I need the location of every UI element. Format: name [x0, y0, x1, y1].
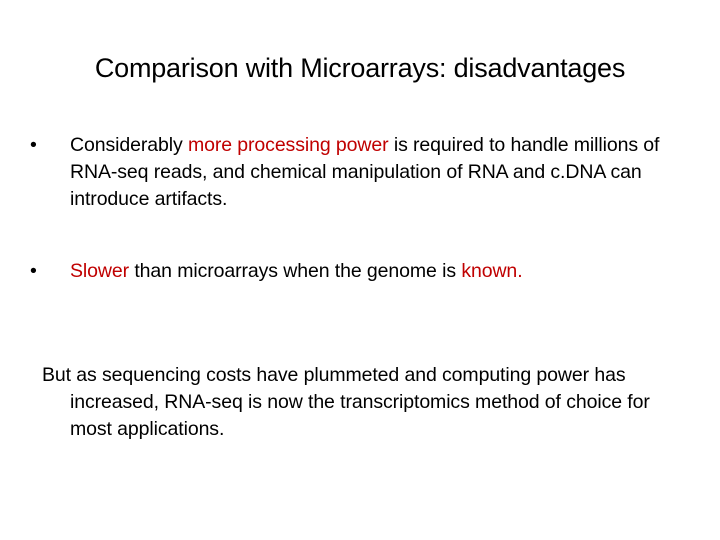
bullet-item-slower [24, 258, 684, 285]
bullet1-highlight: more processing power [187, 134, 389, 156]
bullet-marker: • [30, 134, 37, 156]
closing-paragraph: But as sequencing costs have plummeted and computing power has increased, RNA-seq is now the transcriptomics method of choice for most applications. [42, 364, 650, 440]
bullet1-text-pre: Considerably [70, 134, 188, 156]
bullet2-text-mid: than microarrays when the genome is [129, 260, 462, 282]
bullet2-highlight-known: known [461, 260, 518, 282]
slide-title: Comparison with Microarrays: disadvantages [94, 53, 626, 83]
bullet-marker: • [30, 260, 37, 282]
bullet1-text-post: is required to handle millions of RNA-seq reads, and chemical manipulation of RNA and c.DNA can introduce artifacts. [70, 134, 660, 210]
bullet2-highlight-slower: Slower [70, 260, 130, 282]
bullet-item-processing-power [24, 132, 684, 213]
bullet2-text-end: . [517, 260, 523, 282]
